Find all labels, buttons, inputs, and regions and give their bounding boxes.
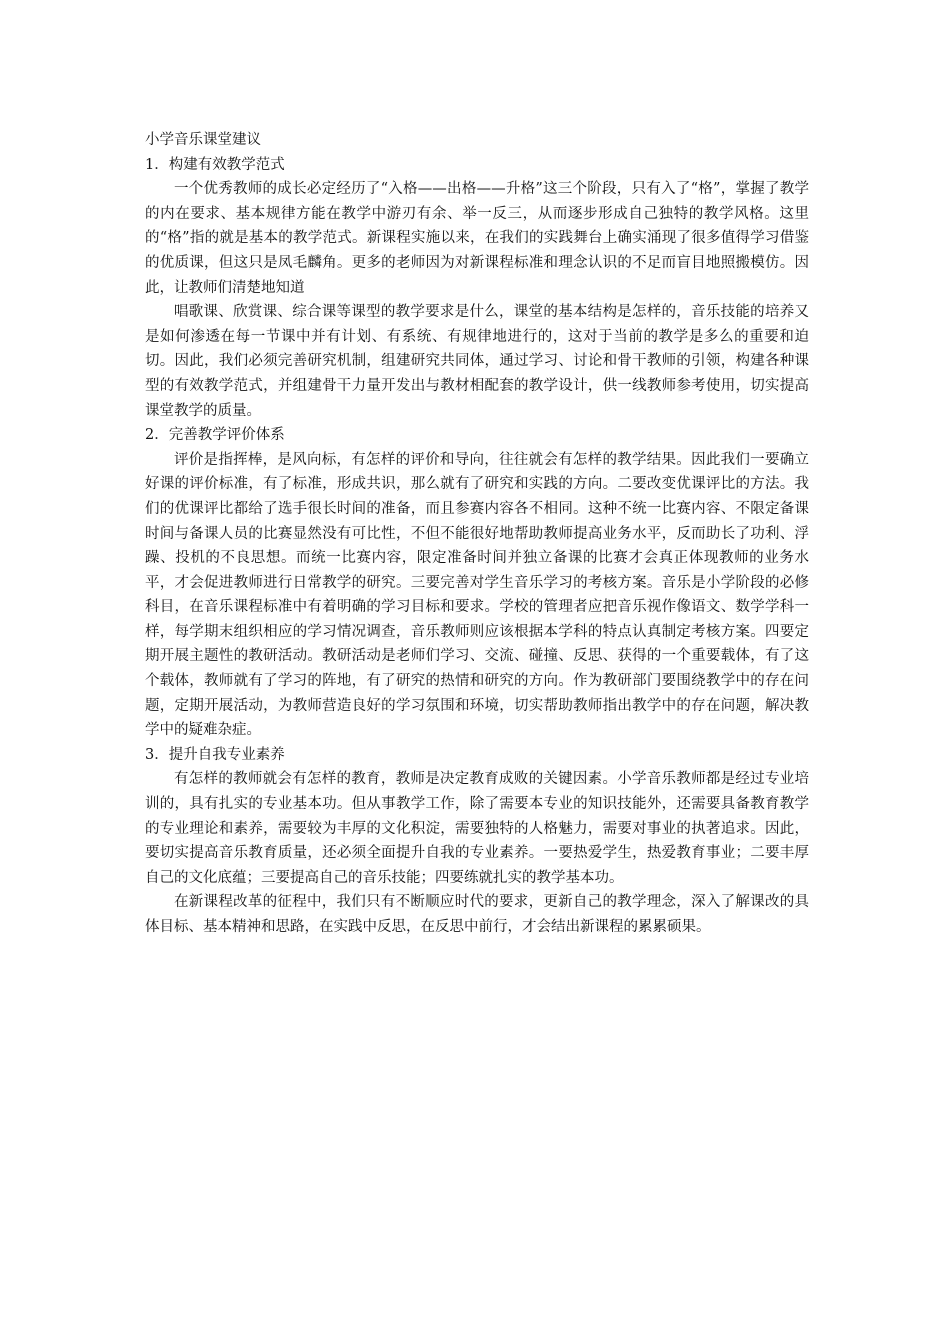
document-page xyxy=(145,128,809,940)
section-2 xyxy=(145,423,809,743)
document-title: 小学音乐课堂建议 xyxy=(145,132,261,148)
section-heading: 1．构建有效教学范式 xyxy=(145,156,285,173)
section-heading: 2．完善教学评价体系 xyxy=(145,427,285,444)
paragraph: 一个优秀教师的成长必定经历了“入格——出格——升格”这三个阶段，只有入了“格”，掌握了教学的内在要求、基本规律方能在教学中游刃有余、举一反三，从而逐步形成自己独特的教学风格。这里的“格”指的就是基本的教学范式。新课程实施以来，在我们的实践舞台上确实涌现了很多值得学习借鉴的优质课，但这只是凤毛麟角。更多的老师因为对新课程标准和理念认识的不足而盲目地照搬模仿。因此，让教师们清楚地知道 xyxy=(145,181,809,296)
paragraph: 有怎样的教师就会有怎样的教育，教师是决定教育成败的关键因素。小学音乐教师都是经过专业培训的，具有扎实的专业基本功。但从事教学工作，除了需要本专业的知识技能外，还需要具备教育教学的专业理论和素养，需要较为丰厚的文化积淀，需要独特的人格魅力，需要对事业的执著追求。因此，要切实提高音乐教育质量，还必须全面提升自我的专业素养。一要热爱学生，热爱教育事业；二要丰厚自己的文化底蕴；三要提高自己的音乐技能；四要练就扎实的教学基本功。 xyxy=(145,771,809,886)
section-1 xyxy=(145,153,809,424)
paragraph: 唱歌课、欣赏课、综合课等课型的教学要求是什么，课堂的基本结构是怎样的，音乐技能的培养又是如何渗透在每一节课中并有计划、有系统、有规律地进行的，这对于当前的教学是多么的重要和迫切。因此，我们必须完善研究机制，组建研究共同体，通过学习、讨论和骨干教师的引领，构建各种课型的有效教学范式，并组建骨干力量开发出与教材相配套的教学设计，供一线教师参考使用，切实提高课堂教学的质量。 xyxy=(145,304,809,419)
section-heading: 3．提升自我专业素养 xyxy=(145,746,285,763)
section-3 xyxy=(145,743,809,940)
paragraph: 在新课程改革的征程中，我们只有不断顺应时代的要求，更新自己的教学理念，深入了解课改的具体目标、基本精神和思路，在实践中反思，在反思中前行，才会结出新课程的累累硕果。 xyxy=(145,894,809,935)
paragraph: 评价是指挥棒，是风向标，有怎样的评价和导向，往往就会有怎样的教学结果。因此我们一要确立好课的评价标准，有了标准，形成共识，那么就有了研究和实践的方向。二要改变优课评比的方法。我们的优课评比都给了选手很长时间的准备，而且参赛内容各不相同。这种不统一比赛内容、不限定备课时间与备课人员的比赛显然没有可比性，不但不能很好地帮助教师提高业务水平，反而助长了功利、浮躁、投机的不良思想。而统一比赛内容，限定准备时间并独立备课的比赛才会真正体现教师的业务水平，才会促进教师进行日常教学的研究。三要完善对学生音乐学习的考核方案。音乐是小学阶段的必修科目，在音乐课程标准中有着明确的学习目标和要求。学校的管理者应把音乐视作像语文、数学学科一样，每学期末组织相应的学习情况调查，音乐教师则应该根据本学科的特点认真制定考核方案。四要定期开展主题性的教研活动。教研活动是老师们学习、交流、碰撞、反思、获得的一个重要载体，有了这个载体，教师就有了学习的阵地，有了研究的热情和研究的方向。作为教研部门要围绕教学中的存在问题，定期开展活动，为教师营造良好的学习氛围和环境，切实帮助教师指出教学中的存在问题，解决教学中的疑难杂症。 xyxy=(145,451,809,739)
